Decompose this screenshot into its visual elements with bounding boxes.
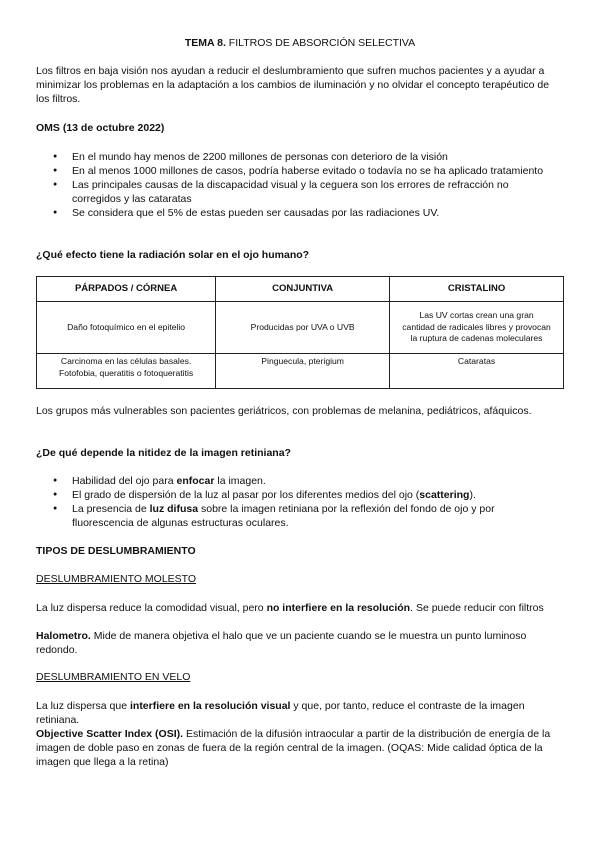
page-title	[0, 37, 600, 49]
table-row	[37, 354, 564, 389]
table-cell: Las UV cortas crean una gran cantidad de radicales libres y provocan la ruptura de cadenas moleculares	[390, 302, 564, 354]
table-cell: Daño fotoquímico en el epitelio	[37, 302, 216, 354]
list-item: ● En el mundo hay menos de 2200 millones de personas con deterioro de la visión	[36, 150, 546, 164]
sharpness-list	[36, 474, 546, 530]
table-cell: Cataratas	[390, 354, 564, 389]
table-header: CRISTALINO	[390, 277, 564, 302]
title-text: FILTROS DE ABSORCIÓN SELECTIVA	[225, 37, 416, 49]
table-header-row	[37, 277, 564, 302]
glare-types-heading: TIPOS DE DESLUMBRAMIENTO	[36, 545, 196, 557]
list-item: ● Las principales causas de la discapacidad visual y la ceguera son los errores de refracción no corregidos y las cataratas	[36, 178, 546, 206]
list-item: ● Habilidad del ojo para enfocar la imagen.	[36, 474, 546, 488]
oms-heading: OMS (13 de octubre 2022)	[36, 122, 165, 134]
list-item: ● En al menos 1000 millones de casos, podría haberse evitado o todavía no se ha aplicado tratamiento	[36, 164, 546, 178]
table-cell: Pinguecula, pterigium	[216, 354, 390, 389]
halometer-paragraph: Halometro. Mide de manera objetiva el halo que ve un paciente cuando se le muestra un punto luminoso redondo.	[36, 630, 527, 656]
question-radiation: ¿Qué efecto tiene la radiación solar en el ojo humano?	[36, 249, 310, 261]
table-header: PÁRPADOS / CÓRNEA	[37, 277, 216, 302]
vulnerable-groups-paragraph: Los grupos más vulnerables son pacientes geriátricos, con problemas de melanina, pediátricos, afáquicos.	[36, 405, 532, 417]
veiling-glare-subheading: DESLUMBRAMIENTO EN VELO	[36, 671, 191, 683]
intro-paragraph: Los filtros en baja visión nos ayudan a reducir el deslumbramiento que sufren muchos pacientes y a ayudar a minimizar los problemas en la adaptación a los cambios de iluminación y no olvidar el concepto terapéutico de los filtros.	[36, 65, 550, 105]
table-row	[37, 302, 564, 354]
question-sharpness: ¿De qué depende la nitidez de la imagen retiniana?	[36, 447, 291, 459]
title-number: TEMA 8.	[184, 37, 226, 49]
list-item: ● El grado de dispersión de la luz al pasar por los diferentes medios del ojo (scattering).	[36, 488, 546, 502]
discomfort-glare-subheading: DESLUMBRAMIENTO MOLESTO	[36, 573, 197, 585]
list-item: ● Se considera que el 5% de estas pueden ser causadas por las radiaciones UV.	[36, 206, 546, 220]
table-cell: Carcinoma en las células basales. Fotofobia, queratitis o fotoqueratitis	[37, 354, 216, 389]
oms-list	[36, 150, 546, 220]
discomfort-glare-paragraph: La luz dispersa reduce la comodidad visual, pero no interfiere en la resolución. Se puede reducir con filtros	[36, 602, 544, 614]
table-cell: Producidas por UVA o UVB	[216, 302, 390, 354]
osi-paragraph: Objective Scatter Index (OSI). Estimación de la difusión intraocular a partir de la distribución de energía de la imagen de doble paso en zonas de fuera de la región central de la imagen. (OQAS: Mide calidad óptica de la imagen que llega a la retina)	[36, 728, 551, 768]
list-item: ● La presencia de luz difusa sobre la imagen retiniana por la reflexión del fondo de ojo y por fluorescencia de algunas estructuras oculares.	[36, 502, 546, 530]
table-header: CONJUNTIVA	[216, 277, 390, 302]
veiling-glare-paragraph: La luz dispersa que interfiere en la resolución visual y que, por tanto, reduce el contraste de la imagen retiniana.	[36, 700, 525, 726]
radiation-effects-table	[36, 276, 564, 389]
